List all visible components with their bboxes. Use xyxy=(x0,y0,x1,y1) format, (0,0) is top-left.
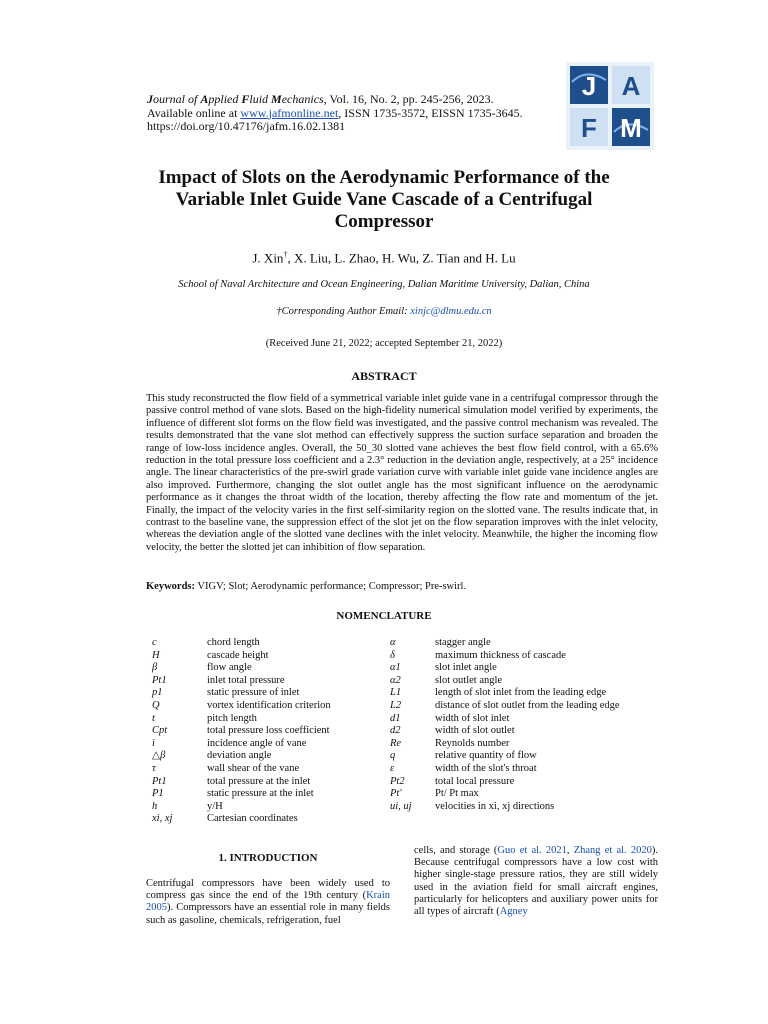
nomenclature-description: width of the slot's throat xyxy=(435,762,537,774)
nomenclature-row xyxy=(390,713,620,726)
nomenclature-left-column xyxy=(152,637,331,826)
received-dates: (Received June 21, 2022; accepted September 21, 2022) xyxy=(265,338,503,349)
nomenclature-row xyxy=(390,700,620,713)
nomenclature-row xyxy=(152,725,331,738)
doi-line: https://doi.org/10.47176/jafm.16.02.1381 xyxy=(147,119,346,133)
nomenclature-symbol: d1 xyxy=(390,712,401,724)
nomenclature-row xyxy=(390,801,620,814)
nomenclature-row xyxy=(152,738,331,751)
logo-letter-m: M xyxy=(620,113,642,143)
intro-left-column xyxy=(146,852,390,927)
nomenclature-description: wall shear of the vane xyxy=(207,762,300,774)
nomenclature-description: static pressure at the inlet xyxy=(207,788,314,800)
affiliation: School of Naval Architecture and Ocean Engineering, Dalian Maritime University, Dalian, China xyxy=(178,279,590,290)
nomenclature-symbol: ui, uj xyxy=(390,800,412,812)
journal-header xyxy=(147,93,523,134)
nomenclature-row xyxy=(152,750,331,763)
nomenclature-symbol: Cpt xyxy=(152,725,168,737)
nomenclature-description: slot inlet angle xyxy=(435,662,497,674)
nomenclature-row xyxy=(152,675,331,688)
nomenclature-symbol: Pt' xyxy=(390,788,402,800)
nomenclature-symbol: L2 xyxy=(390,699,402,711)
intro-paragraph-right: cells, and storage (Guo et al. 2021, Zhang et al. 2020). Because centrifugal compressors have a low cost with higher single-stage pressure ratios, they are still widely used in the aviation field for small aircraft engines, particularly for helicopters and auxiliary power units for all types of aircraft (Agney xyxy=(414,845,658,918)
abstract-text: This study reconstructed the flow field of a symmetrical variable inlet guide vane in a centrifugal compressor through the passive control method of vane slots. Based on the high-fidelity numerical simulation model verified by experiments, the influence of different slot forms on the flow field was investigated, and the passive control mechanism was revealed. The results demonstrated that the vane slot method can effectively suppress the suction surface separation and broaden the range of low-loss incidence angles. Overall, the 50_30 slotted vane achieves the best flow field control, with a 65.6% reduction in the total pressure loss coefficient and a 2.3° reduction in the deviation angle, respectively, at a 25° incidence angle. The linear characteristics of the pre-swirl grade variation curve with variable inlet guide vane incidence angles are also improved. Furthermore, changing the slot outlet angle has the most significant influence on the aerodynamic performance as it changes the throat width of the location, thereby affecting the flow rate and momentum of the jet. Finally, the impact of the velocity varies in the first self-similarity region on the slotted vane. The results indicate that, in contrast to the baseline vane, the suppression effect of the slot jet on the flow separation improves with the inlet velocity, whereas the deviation angle of the slotted vane declines with the inlet velocity. Meanwhile, the higher the incoming flow velocity, the better the slotted jet can inhibition of flow separation. xyxy=(146,393,658,553)
nomenclature-row xyxy=(152,700,331,713)
jafm-logo xyxy=(566,62,654,150)
nomenclature-row xyxy=(390,675,620,688)
nomenclature-row xyxy=(152,637,331,650)
nomenclature-symbol: α1 xyxy=(390,662,401,674)
nomenclature-symbol: α2 xyxy=(390,674,401,686)
nomenclature-row xyxy=(390,738,620,751)
logo-letter-j: J xyxy=(581,71,597,101)
nomenclature-symbol: c xyxy=(152,637,157,648)
paper-title: Impact of Slots on the Aerodynamic Performance of the Variable Inlet Guide Vane Cascade of a Centrifugal Compressor xyxy=(158,167,610,232)
nomenclature-description: length of slot inlet from the leading edge xyxy=(435,687,607,699)
nomenclature-description: velocities in xi, xj directions xyxy=(435,800,555,812)
nomenclature-row xyxy=(390,776,620,789)
journal-line-1 xyxy=(147,93,523,107)
nomenclature-symbol: △β xyxy=(152,750,166,762)
nomenclature-symbol: Re xyxy=(390,737,402,749)
nomenclature-row xyxy=(152,788,331,801)
nomenclature-description: maximum thickness of cascade xyxy=(435,649,566,661)
nomenclature-description: total local pressure xyxy=(435,775,515,787)
nomenclature-row xyxy=(152,662,331,675)
nomenclature-description: stagger angle xyxy=(435,637,491,648)
nomenclature-description: flow angle xyxy=(207,662,252,674)
citation-link[interactable]: Zhang et al. 2020 xyxy=(573,845,652,856)
nomenclature-row xyxy=(152,650,331,663)
nomenclature-row xyxy=(152,813,331,826)
nomenclature-heading: NOMENCLATURE xyxy=(336,610,432,622)
nomenclature-row xyxy=(390,650,620,663)
nomenclature-description: relative quantity of flow xyxy=(435,750,537,762)
nomenclature-symbol: Q xyxy=(152,699,160,711)
nomenclature-description: slot outlet angle xyxy=(435,674,503,686)
citation-link[interactable]: Agney xyxy=(499,906,528,918)
nomenclature-symbol: p1 xyxy=(152,687,163,699)
nomenclature-symbol: δ xyxy=(390,649,395,661)
nomenclature-description: distance of slot outlet from the leading edge xyxy=(435,699,620,711)
nomenclature-description: chord length xyxy=(207,637,260,648)
nomenclature-row xyxy=(390,662,620,675)
nomenclature-symbol: q xyxy=(390,750,396,762)
nomenclature-symbol: i xyxy=(152,737,155,749)
intro-right-column xyxy=(414,845,658,918)
nomenclature-row xyxy=(390,750,620,763)
nomenclature-row xyxy=(152,713,331,726)
nomenclature-description: vortex identification criterion xyxy=(207,699,331,711)
nomenclature-row xyxy=(152,776,331,789)
logo-letter-a: A xyxy=(621,71,641,101)
logo-letter-f: F xyxy=(581,113,597,143)
corresponding-email-link[interactable]: xinjc@dlmu.edu.cn xyxy=(410,306,492,317)
nomenclature-symbol: h xyxy=(152,800,158,812)
section-heading-introduction: 1. INTRODUCTION xyxy=(218,852,318,864)
nomenclature-symbol: ε xyxy=(390,762,395,774)
nomenclature-description: static pressure of inlet xyxy=(207,687,300,699)
nomenclature-symbol: α xyxy=(390,637,396,648)
nomenclature-row xyxy=(390,725,620,738)
citation-link[interactable]: Guo et al. 2021 xyxy=(497,845,567,856)
nomenclature-row xyxy=(390,637,620,650)
nomenclature-description: Pt/ Pt max xyxy=(435,788,479,800)
author-list: J. Xin†, X. Liu, L. Zhao, H. Wu, Z. Tian and H. Lu xyxy=(252,250,516,266)
nomenclature-description: inlet total pressure xyxy=(207,674,285,686)
nomenclature-row xyxy=(390,687,620,700)
nomenclature-symbol: β xyxy=(152,662,158,674)
nomenclature-symbol: xi, xj xyxy=(152,813,173,825)
nomenclature-description: total pressure loss coefficient xyxy=(207,725,330,737)
nomenclature-row xyxy=(390,788,620,801)
nomenclature-description: deviation angle xyxy=(207,750,272,762)
nomenclature-description: Reynolds number xyxy=(435,737,510,749)
intro-paragraph-left: Centrifugal compressors have been widely used to compress gas since the end of the 19th century (Krain 2005). Compressors have an essential role in many fields such as gasoline, chemicals, refrigeration, fuel xyxy=(146,878,390,926)
nomenclature-description: incidence angle of vane xyxy=(207,737,307,749)
nomenclature-description: cascade height xyxy=(207,649,269,661)
citation-link[interactable]: Krain 2005 xyxy=(146,890,390,914)
abstract-heading: ABSTRACT xyxy=(351,369,417,383)
nomenclature-row xyxy=(390,763,620,776)
nomenclature-row xyxy=(152,763,331,776)
nomenclature-description: pitch length xyxy=(207,712,257,724)
nomenclature-symbol: Pt2 xyxy=(390,775,405,787)
nomenclature-description: width of slot outlet xyxy=(435,725,515,737)
nomenclature-row xyxy=(152,801,331,814)
journal-volume: , Vol. 16, No. 2, pp. 245-256, 2023. xyxy=(323,92,494,106)
journal-title: Journal of Applied Fluid Mechanics xyxy=(147,92,324,106)
nomenclature-description: width of slot inlet xyxy=(435,712,510,724)
journal-website-link[interactable]: www.jafmonline.net xyxy=(240,105,339,120)
nomenclature-symbol: Pt1 xyxy=(152,775,167,787)
nomenclature-description: total pressure at the inlet xyxy=(207,775,311,787)
nomenclature-right-column xyxy=(390,637,620,813)
keywords: Keywords: VIGV; Slot; Aerodynamic performance; Compressor; Pre-swirl. xyxy=(146,581,467,592)
nomenclature-symbol: P1 xyxy=(152,788,164,800)
nomenclature-symbol: d2 xyxy=(390,725,401,737)
nomenclature-symbol: Pt1 xyxy=(152,674,167,686)
nomenclature-row xyxy=(152,687,331,700)
nomenclature-description: Cartesian coordinates xyxy=(207,813,298,825)
nomenclature-symbol: τ xyxy=(152,762,156,774)
corresponding-mark: † xyxy=(283,250,288,259)
corresponding-author: †Corresponding Author Email: xinjc@dlmu.edu.cn xyxy=(276,306,492,317)
nomenclature-symbol: t xyxy=(152,712,155,724)
nomenclature-description: y/H xyxy=(207,800,223,812)
nomenclature-symbol: L1 xyxy=(390,687,402,699)
journal-line-2: Available online at www.jafmonline.net, ISSN 1735-3572, EISSN 1735-3645. xyxy=(147,105,523,120)
nomenclature-symbol: H xyxy=(152,649,160,661)
